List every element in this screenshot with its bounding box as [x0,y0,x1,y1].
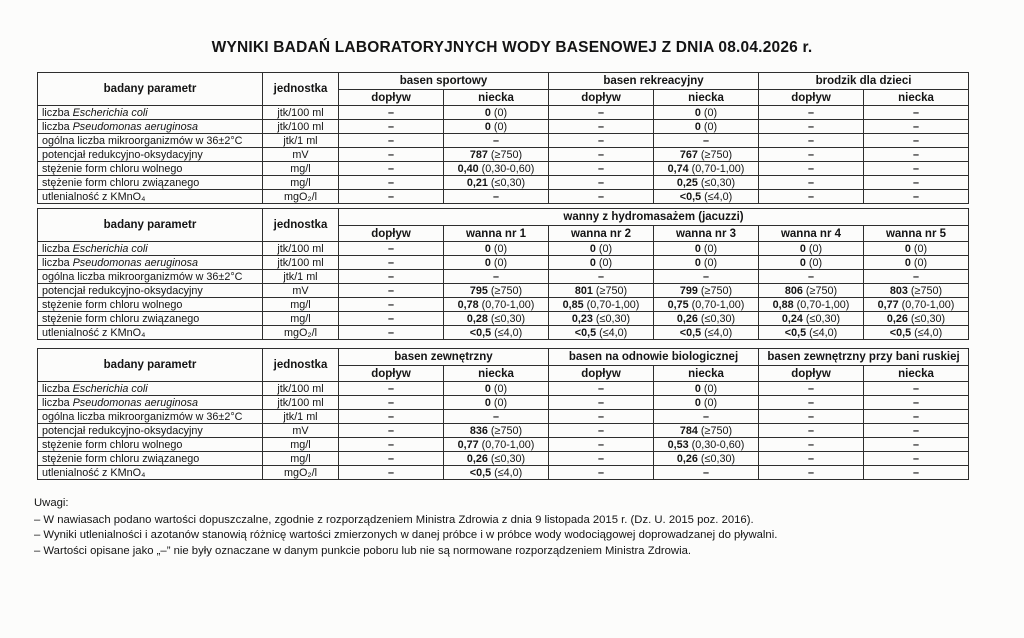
parameter-cell: stężenie form chloru wolnego [38,298,263,312]
sample-point-header: wanna nr 3 [654,226,759,242]
result-cell: – [339,466,444,480]
result-cell: 784 (≥750) [654,424,759,438]
table-row [38,106,969,120]
result-cell: 0,40 (0,30-0,60) [444,162,549,176]
sample-point-header: niecka [444,90,549,106]
note-item: – Wyniki utlenialności i azotanów stanowią różnicę wartości zmierzonych w danej próbce i w próbce wody wodociągowej doprowadzanej do pływalni. [34,529,778,541]
pool-group-header: wanny z hydromasażem (jacuzzi) [339,209,969,226]
result-cell: – [549,438,654,452]
result-cell: 0 (0) [654,256,759,270]
unit-cell: mg/l [263,312,339,326]
result-cell: 0,75 (0,70-1,00) [654,298,759,312]
result-cell: 0 (0) [759,256,864,270]
result-cell: <0,5 (≤4,0) [654,326,759,340]
result-cell: 0 (0) [549,256,654,270]
parameter-cell: stężenie form chloru wolnego [38,162,263,176]
sample-point-header: wanna nr 4 [759,226,864,242]
result-cell: 803 (≥750) [864,284,969,298]
table-row [38,326,969,340]
sample-point-header: dopływ [339,226,444,242]
unit-column-header: jednostka [263,349,339,382]
result-cell: – [759,410,864,424]
result-cell: – [759,176,864,190]
results-table-outdoor-pools [37,348,969,480]
result-cell: – [864,438,969,452]
unit-cell: mg/l [263,298,339,312]
result-cell: – [339,134,444,148]
table-row [38,162,969,176]
result-cell: – [864,452,969,466]
result-cell: 0 (0) [444,106,549,120]
pool-group-header: basen zewnętrzny [339,349,549,366]
result-cell: – [759,106,864,120]
parameter-column-header: badany parametr [38,209,263,242]
sample-point-header: dopływ [549,90,654,106]
result-cell: 767 (≥750) [654,148,759,162]
result-cell: 0,21 (≤0,30) [444,176,549,190]
table-row [38,424,969,438]
result-cell: – [549,106,654,120]
result-cell: 0 (0) [864,242,969,256]
sample-point-header: dopływ [339,90,444,106]
result-cell: 787 (≥750) [444,148,549,162]
result-cell: – [444,134,549,148]
result-cell: – [339,270,444,284]
sample-point-header: dopływ [339,366,444,382]
table-row [38,466,969,480]
result-cell: – [759,424,864,438]
result-cell: 0,28 (≤0,30) [444,312,549,326]
parameter-cell: liczba Pseudomonas aeruginosa [38,256,263,270]
result-cell: 0 (0) [444,382,549,396]
result-cell: – [864,106,969,120]
sample-point-header: dopływ [549,366,654,382]
result-cell: 0 (0) [654,120,759,134]
result-cell: – [549,452,654,466]
result-cell: 0 (0) [864,256,969,270]
table-row [38,396,969,410]
table-row [38,410,969,424]
result-cell: 0,85 (0,70-1,00) [549,298,654,312]
result-cell: – [759,438,864,452]
result-cell: – [339,162,444,176]
result-cell: 0,26 (≤0,30) [444,452,549,466]
result-cell: – [864,176,969,190]
result-cell: – [339,424,444,438]
result-cell: – [864,382,969,396]
result-cell: – [654,466,759,480]
table-row [38,120,969,134]
result-cell: 0,78 (0,70-1,00) [444,298,549,312]
result-cell: 0 (0) [444,396,549,410]
result-cell: – [339,438,444,452]
result-cell: <0,5 (≤4,0) [864,326,969,340]
notes-section [34,496,974,559]
result-cell: – [759,134,864,148]
result-cell: – [549,148,654,162]
table-row [38,270,969,284]
result-cell: 0 (0) [444,120,549,134]
result-cell: <0,5 (≤4,0) [549,326,654,340]
result-cell: – [339,452,444,466]
result-cell: – [864,148,969,162]
unit-cell: mg/l [263,438,339,452]
result-cell: – [549,190,654,204]
result-cell: – [444,190,549,204]
result-cell: – [549,396,654,410]
result-cell: – [339,284,444,298]
result-cell: – [339,106,444,120]
unit-cell: jtk/100 ml [263,382,339,396]
result-cell: – [549,382,654,396]
result-cell: – [864,190,969,204]
table-row [38,242,969,256]
unit-cell: mg/l [263,176,339,190]
parameter-cell: liczba Escherichia coli [38,382,263,396]
header-row-groups [38,349,969,366]
pool-group-header: basen sportowy [339,73,549,90]
result-cell: 0 (0) [759,242,864,256]
table-row [38,148,969,162]
parameter-cell: utlenialność z KMnO₄ [38,190,263,204]
unit-column-header: jednostka [263,209,339,242]
result-cell: – [549,270,654,284]
result-cell: – [759,120,864,134]
table-row [38,190,969,204]
result-cell: – [339,382,444,396]
result-cell: 0,26 (≤0,30) [654,312,759,326]
result-cell: 0,25 (≤0,30) [654,176,759,190]
result-cell: – [549,466,654,480]
result-cell: – [759,270,864,284]
result-cell: – [759,190,864,204]
parameter-cell: utlenialność z KMnO₄ [38,326,263,340]
sample-point-header: wanna nr 1 [444,226,549,242]
result-cell: 801 (≥750) [549,284,654,298]
note-item: – Wartości opisane jako „–” nie były oznaczane w danym punkcie poboru lub nie są normowane rozporządzeniem Ministra Zdrowia. [34,544,692,557]
sample-point-header: niecka [864,90,969,106]
table-row [38,298,969,312]
result-cell: 0,53 (0,30-0,60) [654,438,759,452]
table-row [38,134,969,148]
result-cell: – [339,326,444,340]
note-item: – W nawiasach podano wartości dopuszczalne, zgodnie z rozporządzeniem Ministra Zdrowia z dnia 9 listopada 2015 r. (Dz. U. 2015 poz. 2016). [34,513,754,526]
result-cell: 0,88 (0,70-1,00) [759,298,864,312]
unit-cell: mg/l [263,162,339,176]
results-table-main-pools [37,72,969,204]
result-cell: <0,5 (≤4,0) [654,190,759,204]
result-cell: <0,5 (≤4,0) [444,466,549,480]
result-cell: – [759,148,864,162]
header-row-groups [38,209,969,226]
result-cell: 0 (0) [654,106,759,120]
result-cell: – [864,162,969,176]
result-cell: – [339,120,444,134]
table-row [38,452,969,466]
parameter-cell: liczba Pseudomonas aeruginosa [38,396,263,410]
result-cell: – [444,410,549,424]
table-row [38,382,969,396]
pool-group-header: basen na odnowie biologicznej [549,349,759,366]
notes-list [34,513,974,560]
result-cell: – [339,148,444,162]
result-cell: 0 (0) [444,256,549,270]
result-cell: – [654,134,759,148]
result-cell: 0,77 (0,70-1,00) [444,438,549,452]
parameter-cell: potencjał redukcyjno-oksydacyjny [38,284,263,298]
sample-point-header: niecka [654,366,759,382]
result-cell: – [654,410,759,424]
unit-cell: mgO₂/l [263,466,339,480]
unit-cell: jtk/1 ml [263,270,339,284]
sample-point-header: niecka [654,90,759,106]
unit-cell: jtk/100 ml [263,106,339,120]
result-cell: 0 (0) [444,242,549,256]
result-cell: <0,5 (≤4,0) [444,326,549,340]
result-cell: – [339,312,444,326]
table-row [38,284,969,298]
unit-cell: jtk/100 ml [263,256,339,270]
result-cell: – [339,176,444,190]
unit-cell: jtk/1 ml [263,134,339,148]
result-cell: – [864,466,969,480]
result-cell: 0,74 (0,70-1,00) [654,162,759,176]
result-cell: – [549,162,654,176]
parameter-cell: utlenialność z KMnO₄ [38,466,263,480]
result-cell: – [549,410,654,424]
table-row [38,312,969,326]
result-cell: – [864,396,969,410]
parameter-cell: ogólna liczba mikroorganizmów w 36±2°C [38,410,263,424]
result-cell: 0,26 (≤0,30) [864,312,969,326]
parameter-cell: stężenie form chloru związanego [38,176,263,190]
result-cell: <0,5 (≤4,0) [759,326,864,340]
result-cell: – [864,134,969,148]
sample-point-header: dopływ [759,366,864,382]
parameter-cell: ogólna liczba mikroorganizmów w 36±2°C [38,270,263,284]
unit-cell: mgO₂/l [263,190,339,204]
unit-cell: jtk/1 ml [263,410,339,424]
sample-point-header: niecka [444,366,549,382]
parameter-column-header: badany parametr [38,73,263,106]
result-cell: – [864,410,969,424]
result-cell: 795 (≥750) [444,284,549,298]
result-cell: – [339,256,444,270]
result-cell: – [339,190,444,204]
parameter-cell: liczba Pseudomonas aeruginosa [38,120,263,134]
unit-cell: jtk/100 ml [263,396,339,410]
parameter-cell: stężenie form chloru związanego [38,452,263,466]
unit-cell: mV [263,424,339,438]
sample-point-header: wanna nr 2 [549,226,654,242]
results-table-jacuzzi [37,208,969,340]
result-cell: – [864,270,969,284]
unit-column-header: jednostka [263,73,339,106]
unit-cell: mV [263,148,339,162]
result-cell: 806 (≥750) [759,284,864,298]
pool-group-header: basen zewnętrzny przy bani ruskiej [759,349,969,366]
result-cell: – [549,424,654,438]
parameter-cell: ogólna liczba mikroorganizmów w 36±2°C [38,134,263,148]
result-cell: – [444,270,549,284]
unit-cell: mV [263,284,339,298]
header-row-groups [38,73,969,90]
result-cell: 0,24 (≤0,30) [759,312,864,326]
parameter-cell: stężenie form chloru związanego [38,312,263,326]
result-cell: 0,26 (≤0,30) [654,452,759,466]
notes-heading: Uwagi: [34,497,69,509]
result-cell: – [339,410,444,424]
result-cell: – [864,120,969,134]
result-cell: – [759,452,864,466]
unit-cell: jtk/100 ml [263,242,339,256]
result-cell: 0,77 (0,70-1,00) [864,298,969,312]
result-cell: – [759,466,864,480]
result-cell: – [864,424,969,438]
sample-point-header: wanna nr 5 [864,226,969,242]
result-cell: – [759,382,864,396]
result-cell: 0 (0) [654,396,759,410]
page-title: WYNIKI BADAŃ LABORATORYJNYCH WODY BASENOWEJ Z DNIA 08.04.2026 r. [211,39,813,56]
unit-cell: mgO₂/l [263,326,339,340]
pool-group-header: brodzik dla dzieci [759,73,969,90]
result-cell: – [759,162,864,176]
table-row [38,256,969,270]
result-cell: 0,23 (≤0,30) [549,312,654,326]
parameter-column-header: badany parametr [38,349,263,382]
result-cell: – [339,242,444,256]
parameter-cell: liczba Escherichia coli [38,242,263,256]
result-cell: 836 (≥750) [444,424,549,438]
result-cell: – [654,270,759,284]
result-cell: – [549,120,654,134]
result-cell: – [549,134,654,148]
pool-group-header: basen rekreacyjny [549,73,759,90]
result-cell: 0 (0) [549,242,654,256]
table-row [38,438,969,452]
result-cell: – [339,396,444,410]
result-cell: 0 (0) [654,242,759,256]
result-cell: – [549,176,654,190]
sample-point-header: dopływ [759,90,864,106]
result-cell: – [339,298,444,312]
parameter-cell: potencjał redukcyjno-oksydacyjny [38,148,263,162]
parameter-cell: liczba Escherichia coli [38,106,263,120]
result-cell: 799 (≥750) [654,284,759,298]
parameter-cell: stężenie form chloru wolnego [38,438,263,452]
parameter-cell: potencjał redukcyjno-oksydacyjny [38,424,263,438]
result-cell: – [759,396,864,410]
table-row [38,176,969,190]
sample-point-header: niecka [864,366,969,382]
unit-cell: mg/l [263,452,339,466]
result-cell: 0 (0) [654,382,759,396]
unit-cell: jtk/100 ml [263,120,339,134]
